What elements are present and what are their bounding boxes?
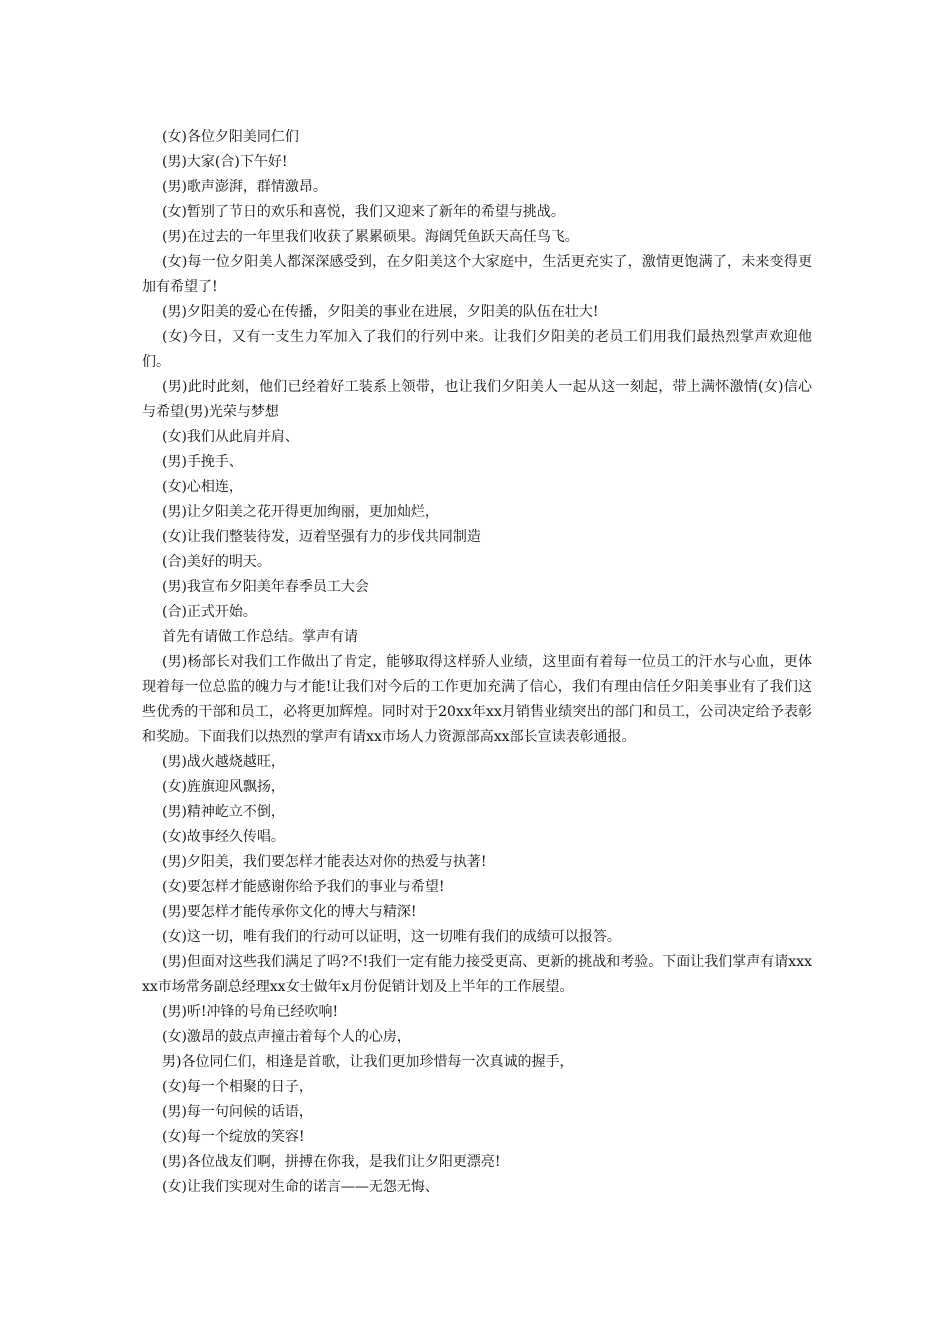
- document-body: [142, 125, 812, 1200]
- paragraph: (合)美好的明天。: [162, 554, 271, 570]
- paragraph: (女)故事经久传唱。: [162, 829, 285, 845]
- paragraph: (女)旌旗迎风飘扬，: [162, 779, 285, 795]
- paragraph: (男)听!冲锋的号角已经吹响!: [162, 1004, 339, 1020]
- paragraph: (女)让我们实现对生命的诺言——无怨无悔、: [162, 1179, 439, 1195]
- paragraph: (女)每一个相聚的日子，: [162, 1079, 313, 1095]
- paragraph: 男)各位同仁们，相逢是首歌，让我们更加珍惜每一次真诚的握手，: [162, 1054, 574, 1070]
- paragraph: (男)夕阳美，我们要怎样才能表达对你的热爱与执著!: [162, 854, 487, 870]
- paragraph: (男)让夕阳美之花开得更加绚丽，更加灿烂，: [162, 504, 439, 520]
- paragraph: (男)大家(合)下午好!: [162, 154, 288, 170]
- paragraph: (女)激昂的鼓点声撞击着每个人的心房，: [162, 1029, 411, 1045]
- paragraph: (女)今日，又有一支生力军加入了我们的行列中来。让我们夕阳美的老员工们用我们最热烈掌声欢迎他们。: [142, 329, 812, 370]
- paragraph: (女)各位夕阳美同仁们: [162, 129, 299, 145]
- paragraph: (男)精神屹立不倒，: [162, 804, 285, 820]
- paragraph: (男)歌声澎湃，群情激昂。: [162, 179, 327, 195]
- paragraph: (男)此时此刻，他们已经着好工装系上领带，也让我们夕阳美人一起从这一刻起，带上满怀激情(女)信心与希望(男)光荣与梦想: [142, 379, 812, 420]
- paragraph: (男)夕阳美的爱心在传播，夕阳美的事业在进展，夕阳美的队伍在壮大!: [162, 304, 599, 320]
- paragraph: (女)每一位夕阳美人都深深感受到，在夕阳美这个大家庭中，生活更充实了，激情更饱满了，未来变得更加有希望了!: [142, 254, 812, 295]
- paragraph: (女)每一个绽放的笑容!: [162, 1129, 305, 1145]
- paragraph: (合)正式开始。: [162, 604, 257, 620]
- paragraph: (男)杨部长对我们工作做出了肯定，能够取得这样骄人业绩，这里面有着每一位员工的汗水与心血，更体现着每一位总监的魄力与才能!让我们对今后的工作更加充满了信心，我们有理由信任夕阳美事业有了我们这些优秀的干部和员工，必将更加辉煌。同时对于20xx年xx月销售业绩突出的部门和员工，公司决定给予表彰和奖励。下面我们以热烈的掌声有请xx市场人力资源部高xx部长宣读表彰通报。: [142, 654, 812, 745]
- paragraph: (女)这一切，唯有我们的行动可以证明，这一切唯有我们的成绩可以报答。: [162, 929, 621, 945]
- paragraph: (男)在过去的一年里我们收获了累累硕果。海阔凭鱼跃天高任鸟飞。: [162, 229, 579, 245]
- paragraph: 首先有请做工作总结。掌声有请: [162, 629, 358, 645]
- paragraph: (女)让我们整装待发，迈着坚强有力的步伐共同制造: [162, 529, 481, 545]
- paragraph: (男)我宣布夕阳美年春季员工大会: [162, 579, 369, 595]
- paragraph: (男)要怎样才能传承你文化的博大与精深!: [162, 904, 417, 920]
- paragraph: (女)我们从此肩并肩、: [162, 429, 299, 445]
- paragraph: (男)手挽手、: [162, 454, 243, 470]
- paragraph: (男)各位战友们啊，拼搏在你我，是我们让夕阳更漂亮!: [162, 1154, 501, 1170]
- paragraph: (男)每一句问候的话语，: [162, 1104, 313, 1120]
- paragraph: (男)战火越烧越旺，: [162, 754, 285, 770]
- paragraph: (男)但面对这些我们满足了吗?不!我们一定有能力接受更高、更新的挑战和考验。下面让我们掌声有请xxxxx市场常务副总经理xx女士做年x月份促销计划及上半年的工作展望。: [142, 954, 812, 995]
- paragraph: (女)暂别了节日的欢乐和喜悦，我们又迎来了新年的希望与挑战。: [162, 204, 565, 220]
- paragraph: (女)要怎样才能感谢你给予我们的事业与希望!: [162, 879, 445, 895]
- paragraph: (女)心相连，: [162, 479, 243, 495]
